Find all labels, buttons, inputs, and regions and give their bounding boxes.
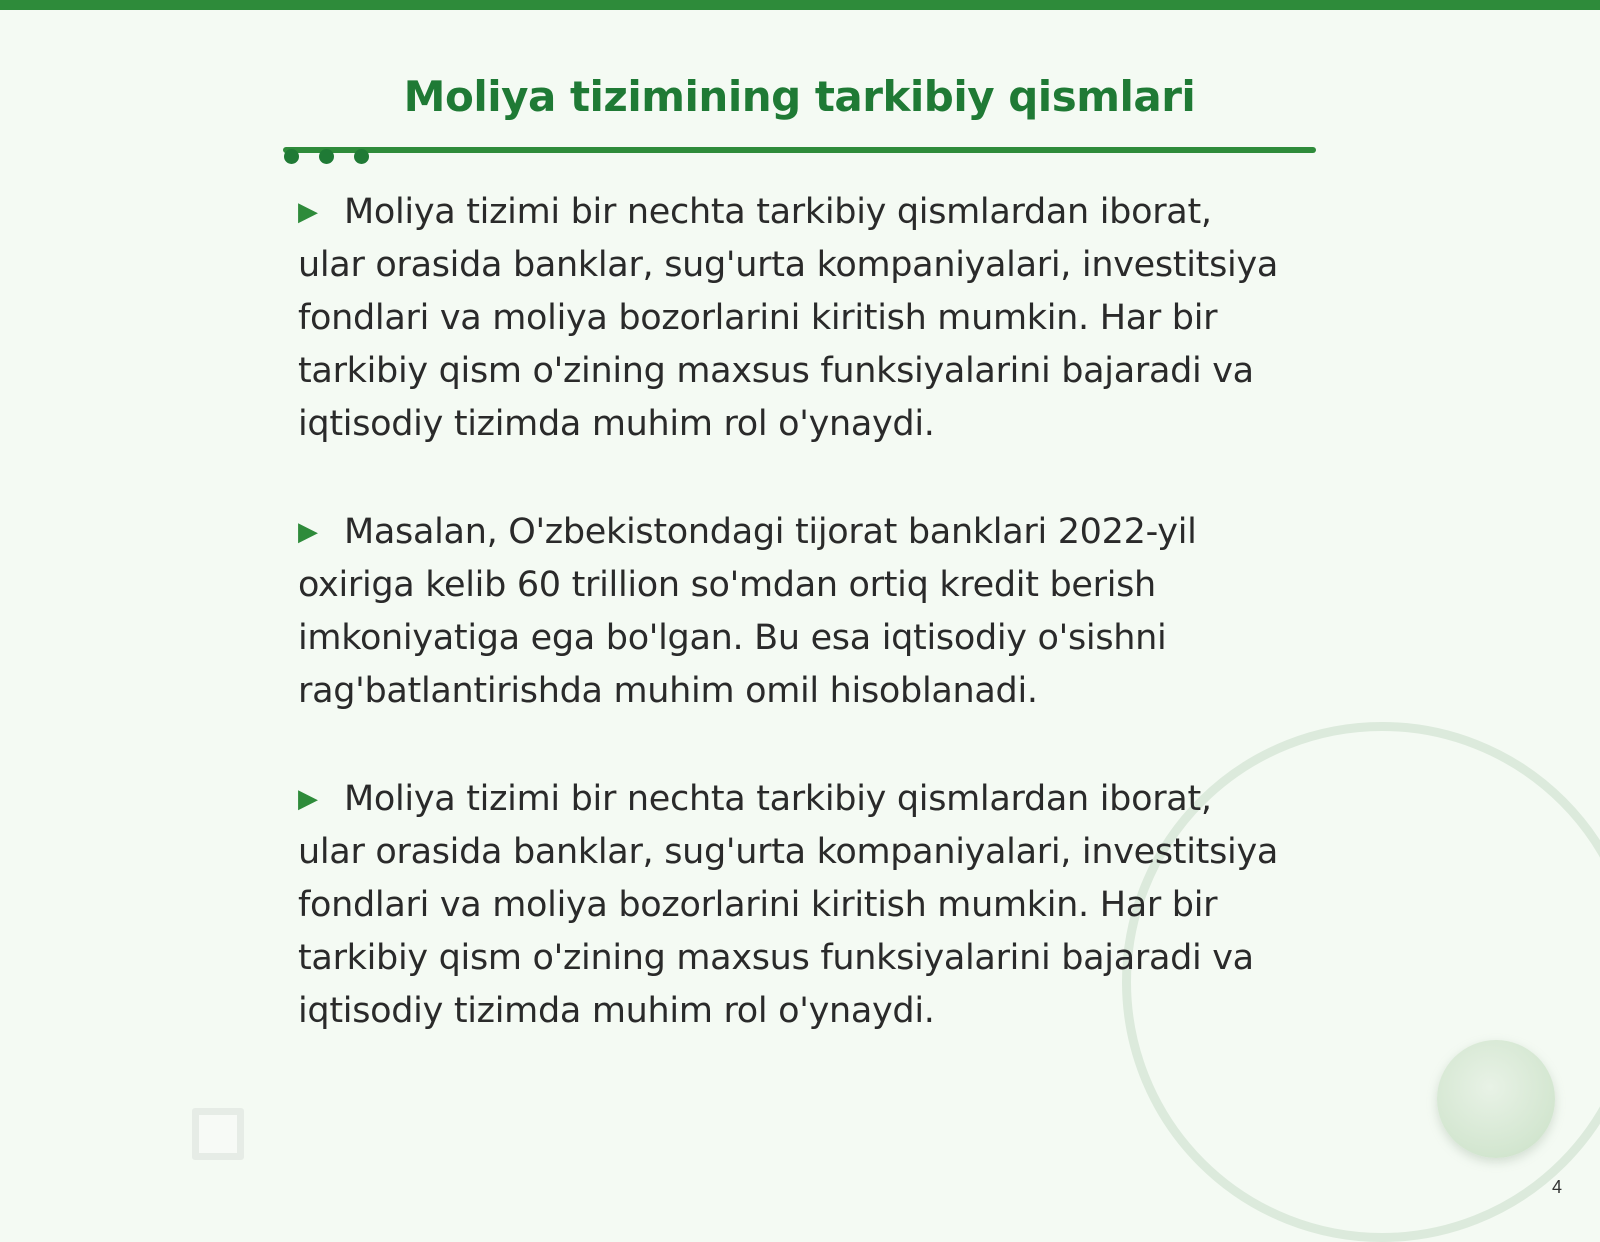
decor-dot bbox=[284, 149, 299, 164]
paragraph-text: Moliya tizimi bir nechta tarkibiy qismlardan iborat, ular orasida banklar, sug'urta kompaniyalari, investitsiya fondlari va moliya bozorlarini kiritish mumkin. Har bir tarkibiy qism o'zining maxsus funksiyalarini bajaradi va iqtisodiy tizimda muhim rol o'ynaydi. bbox=[298, 192, 1278, 444]
decor-dot bbox=[319, 149, 334, 164]
page-number: 4 bbox=[1552, 1177, 1563, 1197]
top-accent-bar bbox=[0, 0, 1600, 10]
triangle-bullet-icon: ▶ bbox=[298, 197, 318, 227]
bullet-paragraph-1 bbox=[298, 186, 1278, 451]
slide-title: Moliya tizimining tarkibiy qismlari bbox=[403, 72, 1196, 121]
bullet-paragraph-3 bbox=[298, 773, 1278, 1038]
title-dots-decoration bbox=[284, 149, 374, 169]
slide-content bbox=[298, 186, 1278, 1093]
triangle-bullet-icon: ▶ bbox=[298, 517, 318, 547]
decorative-square bbox=[192, 1108, 244, 1160]
decorative-circle bbox=[1437, 1040, 1555, 1158]
title-underline bbox=[283, 147, 1316, 153]
triangle-bullet-icon: ▶ bbox=[298, 784, 318, 814]
paragraph-text: Masalan, O'zbekistondagi tijorat banklari 2022-yil oxiriga kelib 60 trillion so'mdan ortiq kredit berish imkoniyatiga ega bo'lgan. Bu esa iqtisodiy o'sishni rag'batlantirishda muhim omil hisoblanadi. bbox=[298, 512, 1197, 711]
paragraph-text: Moliya tizimi bir nechta tarkibiy qismlardan iborat, ular orasida banklar, sug'urta kompaniyalari, investitsiya fondlari va moliya bozorlarini kiritish mumkin. Har bir tarkibiy qism o'zining maxsus funksiyalarini bajaradi va iqtisodiy tizimda muhim rol o'ynaydi. bbox=[298, 779, 1278, 1031]
decor-dot bbox=[354, 149, 369, 164]
bullet-paragraph-2 bbox=[298, 506, 1278, 718]
